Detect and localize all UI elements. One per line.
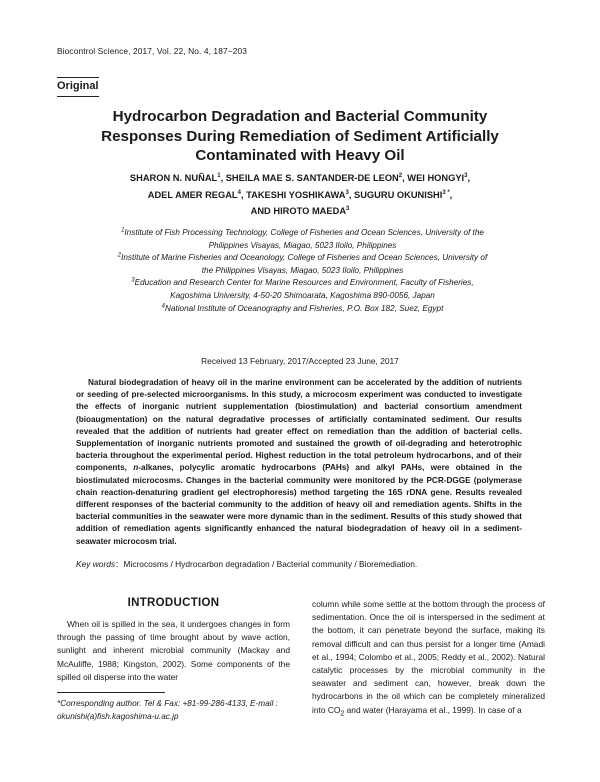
affiliation-item xyxy=(115,303,490,316)
article-title: Hydrocarbon Degradation and Bacterial Community Responses During Remediation of Sediment Artificially Contaminated with Heavy Oil xyxy=(101,108,499,164)
author-conjunction: AND xyxy=(250,206,271,216)
author-name: SUGURU OKUNISHI xyxy=(354,189,443,200)
introduction-heading: INTRODUCTION xyxy=(127,597,220,609)
footnote-text: Corresponding author. Tel & Fax: +81-99-286-4133, E-mail : okunishi(a)fish.kagoshima-u.ac.jp xyxy=(57,699,278,721)
author-affiliation-mark: 3 xyxy=(346,205,350,212)
author-name: ADEL AMER REGAL xyxy=(147,189,238,200)
abstract xyxy=(76,377,522,548)
body-column-left xyxy=(57,618,290,684)
author-affiliation-mark: 3 * xyxy=(442,189,450,196)
author-affiliation-mark: 2 xyxy=(398,172,403,179)
affiliation-item xyxy=(115,252,490,277)
subscript-2: 2 xyxy=(340,710,345,718)
affiliation-mark: 2 xyxy=(117,252,122,259)
author-affiliation-mark: 4 xyxy=(237,189,241,196)
abstract-italic-n: n xyxy=(133,463,139,473)
author-affiliation-mark: 3 xyxy=(345,189,349,196)
affiliation-item xyxy=(115,227,490,252)
author-name: WEI HONGYI xyxy=(407,173,465,183)
affiliation-text: Institute of Marine Fisheries and Oceanology, College of Fisheries and Ocean Sciences, University of the Philippines Visayas, Miagao, 5023 Iloilo, Philippines xyxy=(121,253,488,275)
author-name: SHEILA MAE S. SANTANDER-DE LEON xyxy=(225,173,399,183)
footnote-mark: * xyxy=(57,699,61,708)
author-affiliation-mark: 3 xyxy=(464,172,468,179)
keywords-separator: ： xyxy=(115,559,124,569)
author-name: TAKESHI YOSHIKAWA xyxy=(246,189,346,200)
article-category: Original xyxy=(57,80,99,92)
affiliation-mark: 3 xyxy=(131,277,135,284)
abstract-text-continued: -alkanes, polycylic aromatic hydrocarbons (PAHs) and alkyl PAHs, were obtained in the biostimulated microcosms. Changes in the bacterial community were monitored by the PCR-DGGE (polymerase chain reaction-denaturing gradient gel electrophoresis) method targeting the 16S rDNA gene. Results revealed different responses of the bacterial community to the addition of heavy oil and remediation agents. Shifts in the bacterial communities in the seawater were more dynamic than in the sediment. Results of this study showed that addition of remediation agents significantly enhanced the natural biodegradation of heavy oil in a sediment-seawater microcosm trial. xyxy=(76,463,522,546)
category-rule-bottom xyxy=(57,96,99,97)
author-name: HIROTO MAEDA xyxy=(273,206,347,216)
affiliation-mark: 1 xyxy=(121,227,125,234)
corresponding-author-footnote xyxy=(57,697,293,723)
keywords-text: Microcosms / Hydrocarbon degradation / Bacterial community / Bioremediation. xyxy=(123,559,418,569)
author-list: SHARON N. NUÑAL$^1$, SHEILA MAE S. SANTANDER-DE LEON$^2$, WEI HONGYI$^3$, ADEL AMER REGAL$^4$, TAKESHI YOSHIKAWA$^3$, SUGURU $OKUNISHI^{3 *}$, AND HIROTO MAEDA$^3$ xyxy=(129,172,471,216)
affiliation-list xyxy=(115,227,490,315)
affiliation-item xyxy=(115,277,490,302)
author-name: SHARON N. NUÑAL xyxy=(129,173,218,183)
body-column-right xyxy=(312,598,545,721)
footnote-rule xyxy=(57,692,165,693)
received-accepted-dates: Received 13 February, 2017/Accepted 23 June, 2017 xyxy=(201,356,399,366)
keywords-label: Key words xyxy=(76,559,116,569)
affiliation-text: National Institute of Oceanography and Fisheries, P.O. Box 182, Suez, Egypt xyxy=(164,303,444,313)
abstract-text: Natural biodegradation of heavy oil in the marine environment can be accelerated by the addition of nutrients or seeding of pre-selected microorganisms. In this study, a microcosm experiment was conducted to investigate the effects of inorganic nutrient supplementation (biostimulation) and bacterial consortium amendment (bioaugmentation) on the natural degradative processes of artificially contaminated sediment. Our results revealed that the addition of nutrients had greater effect on remediation than the addition of bacterial cells. Supplementation of inorganic nutrients promoted and sustained the growth of oil-degrading and heterotrophic bacteria throughout the experimental period. Highest reduction in the total petroleum hydrocarbons, and of their components, xyxy=(76,378,522,473)
body-text: column while some settle at the bottom through the process of sedimentation. Once the oil is interspersed in the sediment at the bottom, it can penetrate beyond the surface, making its removal difficult and can thus persist for a longer time (Amadi et al., 1994; Colombo et al., 2005; Reddy et al., 2002). Natural catalytic processes by the microbial community in the seawater and sediment can, however, break down the hydrocarbons in the oil which can be completely mineralized into CO xyxy=(312,599,545,715)
keywords xyxy=(76,558,417,570)
body-text-continued: and water (Harayama et al., 1999). In case of a xyxy=(344,704,522,715)
affiliation-text: Education and Research Center for Marine Resources and Environment, Faculty of Fisheries, Kagoshima University, 4-50-20 Shimoarata, Kagoshima 890-0056, Japan xyxy=(134,278,474,300)
affiliation-mark: 4 xyxy=(161,302,165,309)
body-paragraph: When oil is spilled in the sea, it undergoes changes in form through the passing of time brought about by wave action, sunlight and inherent microbial community (Mackay and McAuliffe, 1988; Kingston, 2002). Some components of the spilled oil disperse into the water xyxy=(57,619,290,682)
author-affiliation-mark: 1 xyxy=(217,172,221,179)
category-rule-top xyxy=(57,77,99,78)
journal-reference: Biocontrol Science, 2017, Vol. 22, No. 4, 187−203 xyxy=(57,46,247,56)
affiliation-text: Institute of Fish Processing Technology, College of Fisheries and Ocean Sciences, University of the Philippines Visayas, Miagao, 5023 Iloilo, Philippines xyxy=(124,228,484,250)
